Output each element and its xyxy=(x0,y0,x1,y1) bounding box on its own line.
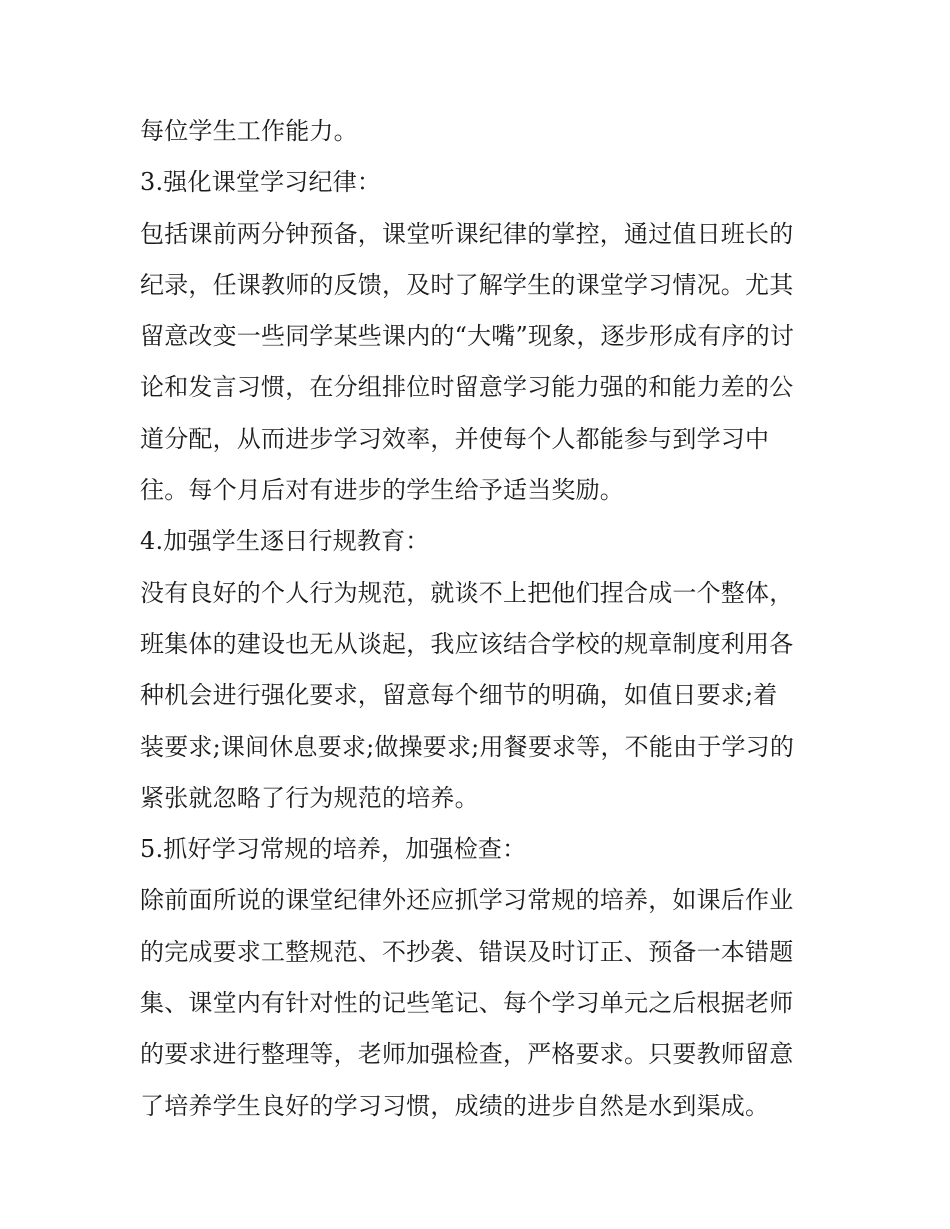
text-line: 纪录，任课教师的反馈，及时了解学生的课堂学习情况。尤其 xyxy=(140,270,794,299)
text-line: 紧张就忽略了行为规范的培养。 xyxy=(140,783,479,812)
text-line: 除前面所说的课堂纪律外还应抓学习常规的培养，如课后作业 xyxy=(140,886,794,915)
text-line: 留意改变一些同学某些课内的“大嘴”现象，逐步形成有序的讨 xyxy=(140,322,795,351)
text-line: 没有良好的个人行为规范，就谈不上把他们捏合成一个整体， xyxy=(140,578,794,607)
text-line: 班集体的建设也无从谈起，我应该结合学校的规章制度利用各 xyxy=(140,629,794,658)
text-line: 种机会进行强化要求，留意每个细节的明确，如值日要求;着 xyxy=(140,681,778,710)
text-line: 每位学生工作能力。 xyxy=(140,117,358,145)
text-line: 论和发言习惯，在分组排位时留意学习能力强的和能力差的公 xyxy=(140,373,794,402)
section-heading: 3.强化课堂学习纪律： xyxy=(140,168,382,197)
text-line: 往。每个月后对有进步的学生给予适当奖励。 xyxy=(140,476,624,505)
text-line: 包括课前两分钟预备，课堂听课纪律的掌控，通过值日班长的 xyxy=(140,219,794,248)
text-line: 集、课堂内有针对性的记些笔记、每个学习单元之后根据老师 xyxy=(140,989,794,1018)
section-heading: 5.抓好学习常规的培养，加强检查： xyxy=(140,835,527,864)
text-line: 的要求进行整理等，老师加强检查，严格要求。只要教师留意 xyxy=(140,1040,794,1069)
section-heading: 4.加强学生逐日行规教育： xyxy=(140,527,430,556)
text-line: 了培养学生良好的学习习惯，成绩的进步自然是水到渠成。 xyxy=(140,1091,770,1120)
text-line: 装要求;课间休息要求;做操要求;用餐要求等，不能由于学习的 xyxy=(140,732,795,761)
document-body xyxy=(140,106,820,1132)
text-line: 道分配，从而进步学习效率，并使每个人都能参与到学习中 xyxy=(140,424,770,453)
text-line: 的完成要求工整规范、不抄袭、错误及时订正、预备一本错题 xyxy=(140,937,794,966)
